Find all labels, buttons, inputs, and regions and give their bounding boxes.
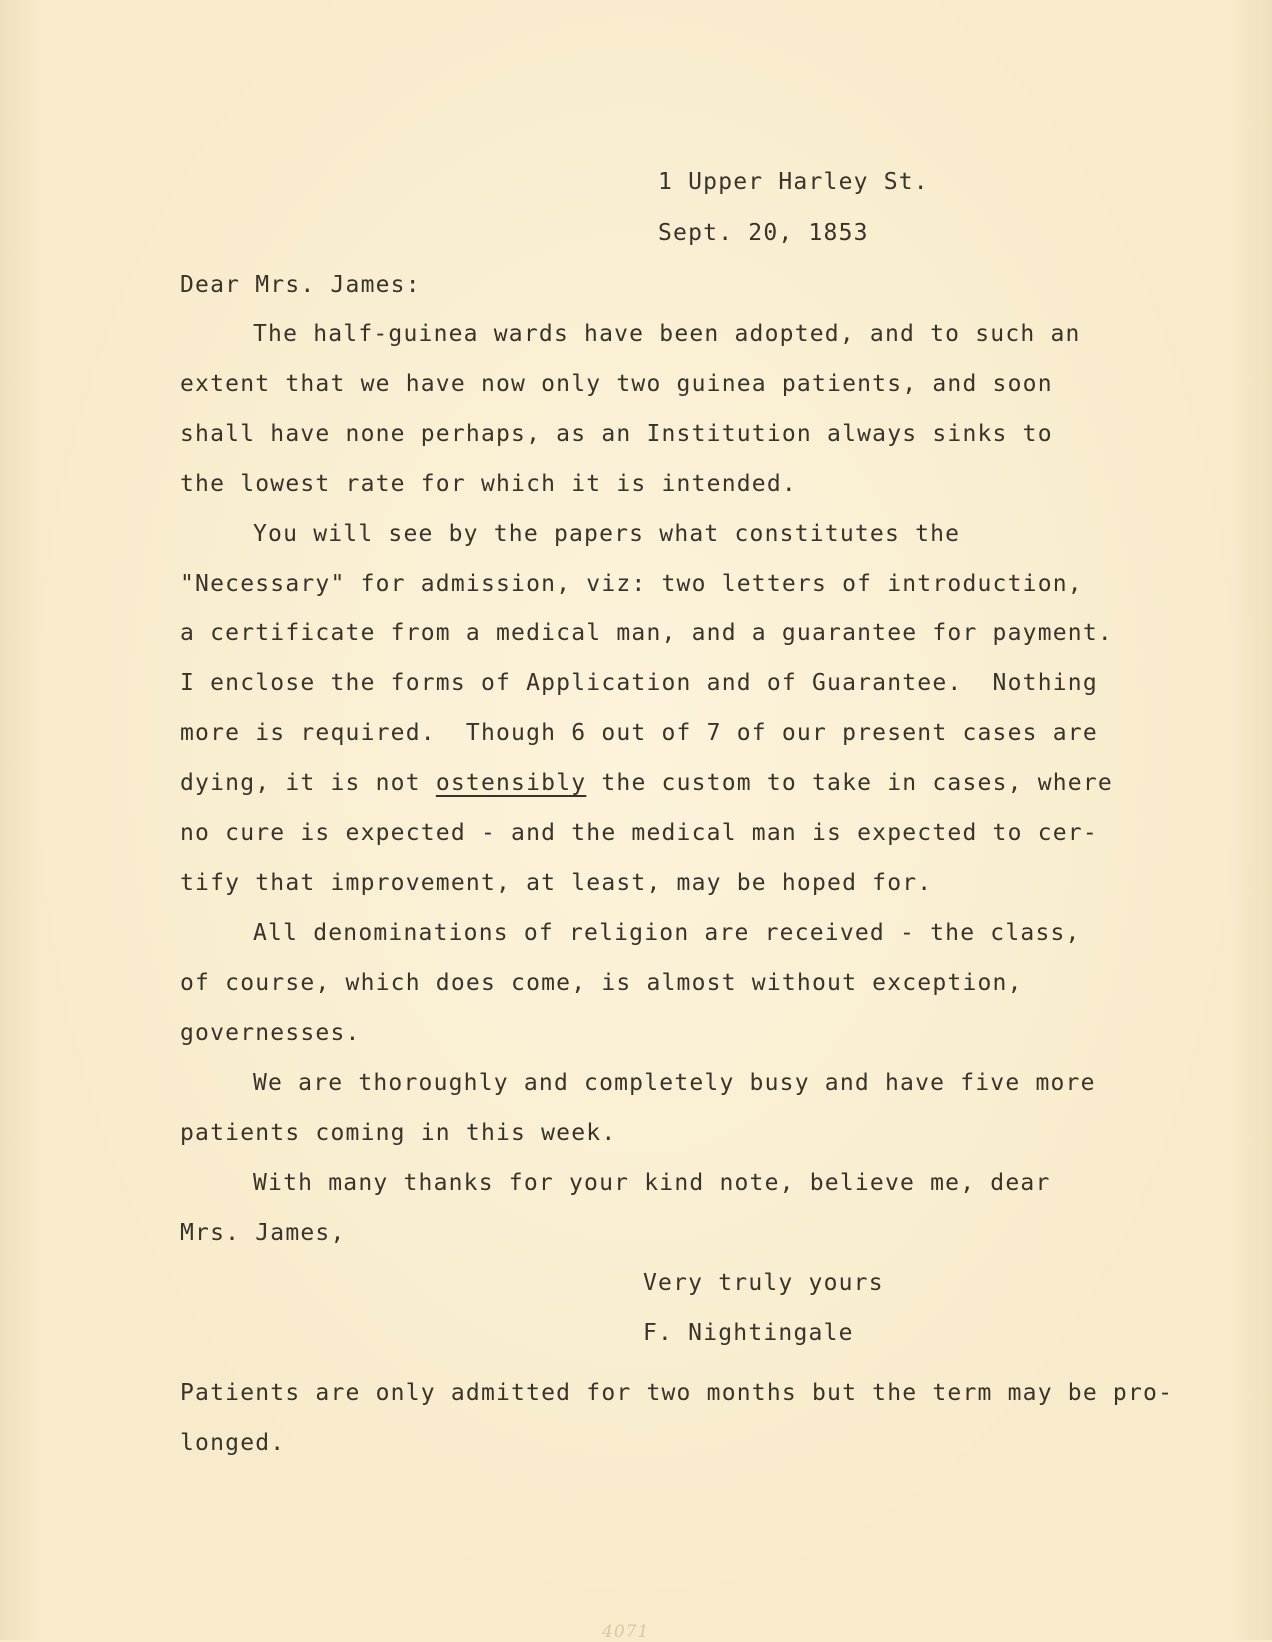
paragraph-4-line-1: We are thoroughly and completely busy and have five more	[253, 1070, 1096, 1096]
paragraph-2-line-7: no cure is expected - and the medical man is expected to cer-	[180, 820, 1098, 846]
sender-address: 1 Upper Harley St.	[658, 169, 929, 195]
paragraph-2-line-6	[180, 768, 1113, 798]
underlined-word: ostensibly	[435, 770, 587, 796]
paragraph-1-line-4: the lowest rate for which it is intended.	[180, 471, 797, 497]
paragraph-3-line-3: governesses.	[180, 1020, 361, 1046]
paragraph-2-line-4: I enclose the forms of Application and of Guarantee. Nothing	[180, 670, 1098, 696]
salutation: Dear Mrs. James:	[180, 272, 421, 298]
paragraph-1-line-3: shall have none perhaps, as an Institution always sinks to	[180, 421, 1053, 447]
paragraph-2-line-1: You will see by the papers what constitutes the	[253, 521, 961, 547]
postscript-line-1: Patients are only admitted for two months but the term may be pro-	[180, 1380, 1174, 1406]
paragraph-2-line-3: a certificate from a medical man, and a guarantee for payment.	[180, 620, 1113, 646]
closing: Very truly yours	[643, 1270, 884, 1296]
paragraph-4-line-2: patients coming in this week.	[180, 1120, 617, 1146]
line-6-after: the custom to take in cases, where	[586, 770, 1113, 796]
paragraph-1-line-2: extent that we have now only two guinea patients, and soon	[180, 371, 1053, 397]
line-6-before: dying, it is not	[180, 770, 436, 796]
signature: F. Nightingale	[643, 1320, 854, 1346]
paragraph-1-line-1: The half-guinea wards have been adopted, and to such an	[253, 321, 1081, 347]
paragraph-3-line-2: of course, which does come, is almost without exception,	[180, 970, 1023, 996]
postscript-line-2: longed.	[180, 1430, 286, 1456]
paragraph-2-line-5: more is required. Though 6 out of 7 of our present cases are	[180, 720, 1098, 746]
archive-number: 4071	[602, 1622, 650, 1642]
paragraph-3-line-1: All denominations of religion are received - the class,	[253, 920, 1081, 946]
paragraph-5-line-2: Mrs. James,	[180, 1220, 346, 1246]
paragraph-5-line-1: With many thanks for your kind note, believe me, dear	[253, 1170, 1051, 1196]
letter-date: Sept. 20, 1853	[658, 220, 869, 246]
paragraph-2-line-8: tify that improvement, at least, may be hoped for.	[180, 870, 933, 896]
paragraph-2-line-2: "Necessary" for admission, viz: two letters of introduction,	[180, 571, 1083, 597]
